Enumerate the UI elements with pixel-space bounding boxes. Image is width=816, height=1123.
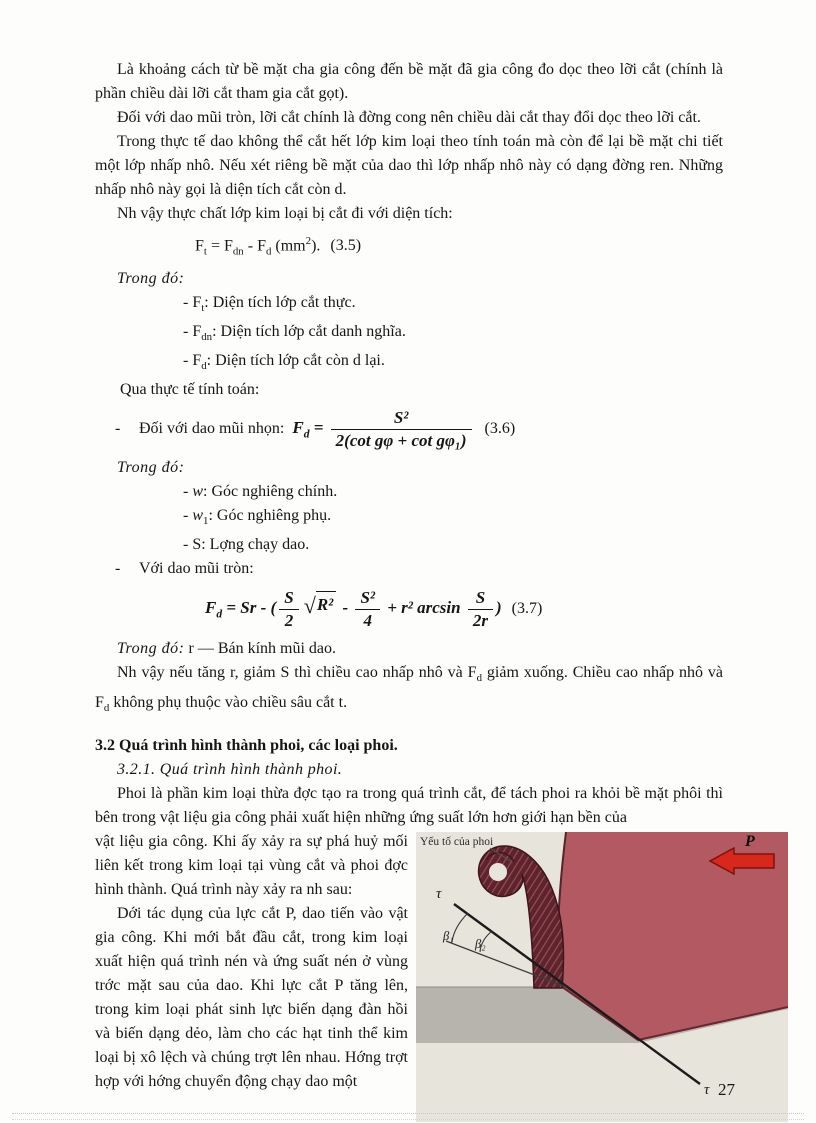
formula-3-5-number: (3.5) — [330, 237, 362, 255]
formula-3-7-expression: $F_d = Sr$ - ( $\frac{S}{2}$ √ R² - $\frac{\text{S²}}{4}$ + r² arcsin $\frac{S}{2r}$ ) — [205, 588, 502, 630]
formula-3-6-expression: $F_d$ = $\frac{\text{S²}}{\text{2(cot gφ + cot gφ₁)}}$ — [292, 408, 474, 450]
sharp-nose-label: Đối với dao mũi nhọn: — [139, 420, 285, 438]
where-label-1: Trong đó: — [117, 269, 185, 287]
chip-curl-center — [489, 863, 507, 881]
beta1-label: β₁ — [443, 928, 454, 943]
list-dash: - — [115, 560, 121, 578]
scan-artifact-line-2 — [12, 1119, 804, 1120]
definition-fd: - $F_d$: Diện tích lớp cắt còn d lại. — [183, 351, 385, 373]
definition-ft: - $F_t$: Diện tích lớp cắt thực. — [183, 293, 356, 314]
definitions-3-6 — [183, 480, 723, 557]
paragraph-chip-intro-2: vật liệu gia công. Khi ấy xảy ra sự phá huỷ mối liên kết trong kim loại tại vùng cắt và phoi đợc hình thành. Quá trình này xảy ra nh sau: — [95, 832, 408, 898]
radius-note-line — [117, 637, 723, 661]
paragraph-actual-cut-area: Nh vậy thực chất lớp kim loại bị cắt đi với diện tích: — [117, 205, 453, 222]
formula-3-5-expression: $F_t = F_{dn} - F_d$ $(mm^2)$. — [195, 235, 321, 258]
round-nose-item — [115, 557, 723, 581]
paragraph-round-tool: Đối với dao mũi tròn, lỡi cắt chính là đờng cong nên chiều dài cắt thay đổi dọc theo lỡi cắt. — [117, 109, 701, 126]
definitions-3-5 — [183, 291, 723, 379]
tau-lower-label: τ — [704, 1081, 710, 1098]
round-nose-label: Với dao mũi tròn: — [139, 560, 254, 578]
subsection-heading-3-2-1: 3.2.1. Quá trình hình thành phoi. — [117, 760, 343, 778]
formula-3-5 — [195, 229, 723, 264]
paragraph-cutting-process: Dới tác dụng của lực cắt P, dao tiến vào vật gia công. Khi mới bắt đầu cắt, trong kim loại xuất hiện quá trình nén và ứng suất nén ở vùng trớc mặt sau của dao. Khi lực cắt P tăng lên, trong kim loại phát sinh lực biến dạng đàn hồi và biến dạng dẻo, làm cho các hạt tinh thể kim loại bị xô lệch và chúng trợt lên nhau. Hớng trợt hợp với hớng chuyển động chạy dao một — [95, 904, 408, 1090]
formula-3-7 — [205, 588, 723, 630]
where-label-3: Trong đó: — [117, 640, 185, 658]
paragraph-cut-length-def: Là khoảng cách từ bề mặt cha gia công đến bề mặt đã gia công đo dọc theo lỡi cắt (chính là phần chiều dài lỡi cắt tham gia cắt gọt). — [95, 61, 723, 102]
page-number: 27 — [718, 1080, 735, 1099]
definition-main-angle: - w: Góc nghiêng chính. — [183, 483, 338, 501]
paragraph-roughness: Trong thực tế dao không thể cắt hết lớp kim loại theo tính toán mà còn để lại bề mặt chi tiết một lớp nhấp nhô. Nếu xét riêng bề mặt của dao thì lớp nhấp nhô này có dạng đờng ren. Những nhấp nhô này gọi là diện tích cắt còn d. — [95, 133, 723, 198]
paragraph-conclusion: Nh vậy nếu tăng r, giảm S thì chiều cao nhấp nhô và $F_d$ giảm xuống. Chiều cao nhấp nhô và $F_d$ không phụ thuộc vào chiều sâu cắt t. — [95, 664, 723, 714]
radius-note: r — Bán kính mũi dao. — [188, 640, 337, 658]
practical-calc-label: Qua thực tế tính toán: — [120, 381, 260, 399]
chip-elements-label: Yếu tố của phoi — [420, 835, 494, 848]
list-dash: - — [115, 420, 121, 438]
paragraph-chip-intro-1: Phoi là phần kim loại thừa đợc tạo ra trong quá trình cắt, để tách phoi ra khỏi bề mặt phôi thì bên trong vật liệu gia công phải xuất hiện những ứng suất lớn hơn giới hạn bền của — [95, 784, 723, 826]
definition-aux-angle: - $w_1$: Góc nghiêng phụ. — [183, 507, 332, 528]
where-label-2: Trong đó: — [117, 459, 185, 477]
section-heading-3-2: 3.2 Quá trình hình thành phoi, các loại phoi. — [95, 736, 398, 754]
beta2-label: β₂ — [475, 936, 486, 951]
definition-fdn: - $F_{dn}$: Diện tích lớp cắt danh nghĩa. — [183, 322, 406, 343]
definition-feed: - S: Lợng chạy dao. — [183, 536, 310, 554]
tau-upper-label: τ — [436, 885, 442, 902]
formula-3-7-number: (3.7) — [511, 600, 543, 618]
scan-artifact-line-1 — [12, 1113, 804, 1114]
formula-3-6-number: (3.6) — [484, 420, 516, 438]
formula-3-6 — [115, 408, 723, 450]
force-p-label: P — [745, 832, 755, 850]
